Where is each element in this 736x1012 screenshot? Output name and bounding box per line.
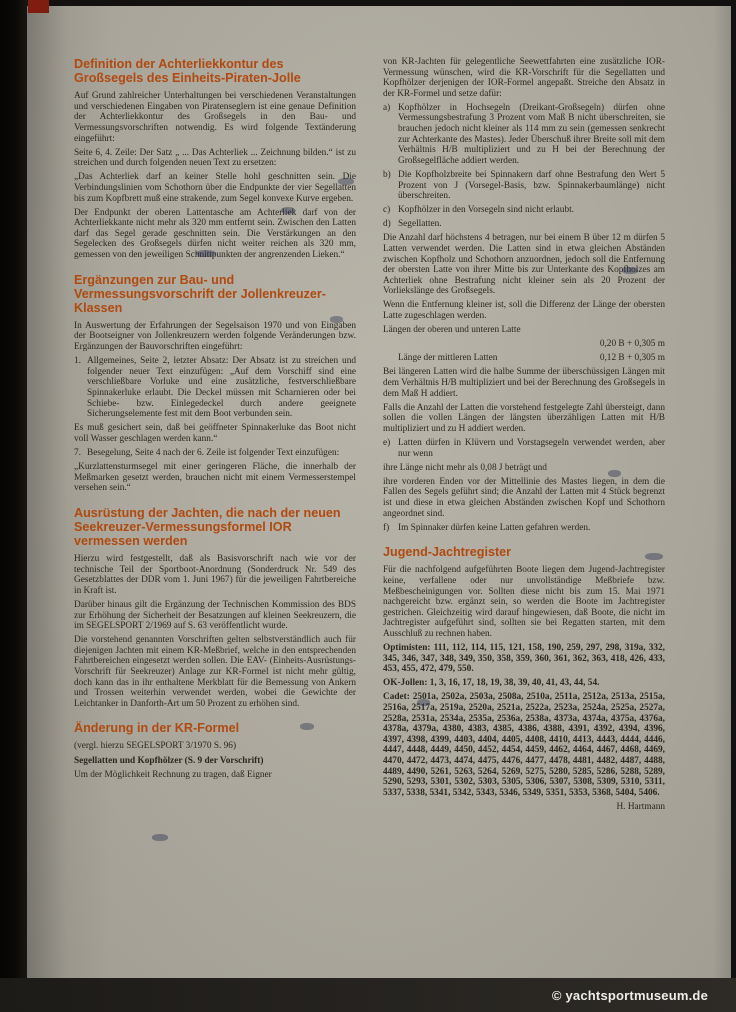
item-number: 1. <box>74 356 81 367</box>
lettered-item-a <box>383 103 665 167</box>
item-continuation: Es muß gesichert sein, daß bei geöffneter Spinnakerluke das Boot nicht voll Wasser geschlagen werden kann.“ <box>74 423 356 444</box>
item-number: 7. <box>74 447 81 458</box>
item-paragraph: Wenn die Entfernung kleiner ist, soll die Differenz der Länge der obersten Latte zugeschlagen werden. <box>383 300 665 322</box>
item-text: Kopfhölzer in Hochsegeln (Dreikant-Großsegeln) dürfen ohne Vermessungsbestrafung 3 Prozent vom Maß B nicht überschreiten, sie brauchen jedoch nicht kleiner als 114 mm zu sein (gemessen senkrecht zur Achterkante des Mastes). Jeder Überschuß ihrer Breite soll mit dem Verhältnis H/B multipliziert und zu H bei der Berechnung der Großsegelfläche addiert werden. <box>398 102 665 166</box>
paragraph: Um der Möglichkeit Rechnung zu tragen, daß Eigner <box>74 769 272 780</box>
paragraph: Hierzu wird festgestellt, daß als Basisvorschrift nach wie vor der technische Teil der Sportboot-Anordnung (Sonderdruck Nr. 549 des Gesetzblattes der DDR vom 1. Juni 1967) für die jeweiligen Fahrtbereiche in Kraft ist. <box>74 554 356 596</box>
item-letter: f) <box>383 522 390 533</box>
section-jugend-jachtregister <box>383 545 665 812</box>
formula-label: Länge der mittleren Latten <box>398 353 498 364</box>
lettered-item-d <box>383 219 665 230</box>
numbered-item <box>74 448 356 459</box>
item-text: Segellatten. <box>398 219 442 230</box>
quote-paragraph: „Das Achterliek darf an keiner Stelle hohl geschnitten sein. Die Verbindungslinien vom Schothorn über die Endpunkte der vier Segellatten bis zum Kopfbrett muß eine strakende, zum Segel konvexe Kurve ergeben. <box>74 172 356 204</box>
item-text: Die Kopfholzbreite bei Spinnakern darf ohne Bestrafung den Wert 5 Prozent von J (Vorsegel-Basis, bzw. Spinnakerbaumlänge) nicht überschreiten. <box>398 169 665 202</box>
item-letter: e) <box>383 438 391 448</box>
section-heading: Änderung in der KR-Formel <box>74 721 240 736</box>
book-spine-shadow <box>0 0 30 1012</box>
paragraph: Für die nachfolgend aufgeführten Boote liegen dem Jugend-Jachtregister keine, verfallene oder nur unvollständige Meßbriefe bzw. Meßbescheinigungen vor. Sollten diese nicht bis zum 15. Mai 1971 nachgereicht bzw. ergänzt sein, so werden die Boote im Jachtregister gestrichen. Gleichzeitig wird darauf hingewiesen, daß Boote, die nicht im Jachtregister aufgeführt sind, sollten sie bei Regatten starten, mit dem Ausschluß zu rechnen haben. <box>383 565 665 639</box>
formula-value: 0,20 B + 0,305 m <box>599 339 665 350</box>
bold-lead: Segellatten und Kopfhölzer (S. 9 der Vorschrift) <box>74 755 264 766</box>
left-column <box>74 57 356 998</box>
page-content <box>74 57 665 998</box>
item-paragraph: Die Anzahl darf höchstens 4 betragen, nur bei einem B über 12 m dürfen 5 Latten verwendet werden. Die Latten sind in etwa gleichen Abständen zwischen Kopfholz und Schothorn anzuordnen, jedoch soll die Entfernung der obersten Latte von ihrer Mitte bis zur Unterkante des Kopfholzes am Achterliek ohne Bestrafung nicht kleiner sein als 20 Prozent der Vorliekslänge des Großsegels. <box>383 233 665 297</box>
item-letter: c) <box>383 205 391 216</box>
paragraph: Darüber hinaus gilt die Ergänzung der Technischen Kommission des BDS zur Erhöhung der Sicherheit der Besatzungen auf kleinen Seekreuzern, die im SEGELSPORT 2/1969 auf S. 63 veröffentlicht wurde. <box>74 599 356 632</box>
paragraph: Auf Grund zahlreicher Unterhaltungen bei verschiedenen Veranstaltungen und verschiedenen Eingaben von Piratenseglern ist eine genaue Definition der Achterliekkontur des Großsegels in den Bau- und Vermessungsvorschriften notwendig. Es wird folgende Textänderung eingeführt: <box>74 91 356 144</box>
paragraph: Die vorstehend genannten Vorschriften gelten selbstverständlich auch für diejenigen Jachten mit einem KR-Meßbrief, welche in den entsprechenden Fahrtbereichen eingesetzt werden sollen. Die EAV- (Einheits-Ausrüstungs-Vorschrift für Seekreuzer) Anlage zur KR-Formel ist nicht mehr gültig, doch kann das in ihr enthaltene Merkblatt für die Bemessung von Ankern und Trossen weiterhin verwendet werden, wobei die Gewichte der Leichtanker in Danforth-Art um 50 Prozent zu erhöhen sind. <box>74 635 356 709</box>
register-class-label: OK-Jollen: <box>383 678 428 689</box>
section-ior-ausruestung <box>74 506 356 710</box>
register-line-cadet <box>383 692 665 798</box>
registration-mark <box>28 0 49 13</box>
scan-bottom-band <box>0 978 736 1012</box>
section-kr-formel-aenderung <box>74 721 356 780</box>
item-letter: d) <box>383 219 391 230</box>
sub-item: ihre Länge nicht mehr als 0,08 J beträgt und <box>383 462 547 473</box>
register-line-ok-jollen <box>383 678 665 689</box>
item-paragraph: Falls die Anzahl der Latten die vorstehend festgelegte Zahl übersteigt, dann sollen die vollen Längen der längsten überzähligen Latten mit H/B multipliziert und zu H addiert werden. <box>383 402 665 434</box>
item-text: Kopfhölzer in den Vorsegeln sind nicht erlaubt. <box>398 205 575 216</box>
lettered-item-c <box>383 205 665 216</box>
section-achterliek-definition <box>74 57 356 261</box>
watermark-text: © yachtsportmuseum.de <box>551 987 708 1003</box>
formula-row <box>398 353 665 364</box>
author-signature: H. Hartmann <box>616 801 665 812</box>
formula-label: Längen der oberen und unteren Latte <box>383 325 521 336</box>
item-letter: b) <box>383 169 391 180</box>
section-heading: Ausrüstung der Jachten, die nach der neuen Seekreuzer-Vermessungsformel IOR vermessen werden <box>74 505 341 548</box>
paragraph: Seite 6, 4. Zeile: Der Satz „ ... Das Achterliek ... Zeichnung bilden.“ ist zu streichen und durch folgenden neuen Text zu ersetzen: <box>74 147 356 169</box>
item-text: Besegelung, Seite 4 nach der 6. Zeile ist folgender Text einzufügen: <box>87 447 340 458</box>
formula-value: 0,12 B + 0,305 m <box>599 353 665 364</box>
right-column <box>383 57 665 998</box>
register-numbers: 2501a, 2502a, 2503a, 2508a, 2510a, 2511a, 2512a, 2513a, 2515a, 2516a, 2517a, 2519a, 2520a, 2521a, 2522a, 2523a, 2524a, 2525a, 2527a, 2528a, 2531a, 2534a, 2535a, 2536a, 2538a, 4373a, 4374a, 4375a, 4376a, 4378a, 4379a, 4380, 4383, 4385, 4386, 4388, 4391, 4392, 4394, 4396, 4397, 4398, 4399, 4403, 4404, 4405, 4408, 4410, 4413, 4443, 4444, 4446, 4447, 4448, 4449, 4450, 4452, 4454, 4459, 4462, 4464, 4467, 4468, 4469, 4470, 4472, 4473, 4474, 4475, 4476, 4477, 4478, 4481, 4482, 4487, 4488, 4489, 4490, 5261, 5263, 5264, 5269, 5275, 5280, 5285, 5286, 5288, 5289, 5290, 5293, 5301, 5302, 5303, 5305, 5306, 5307, 5308, 5309, 5310, 5311, 5337, 5338, 5341, 5342, 5343, 5346, 5349, 5351, 5353, 5368, 5404, 5406. <box>383 692 665 798</box>
item-letter: a) <box>383 102 391 113</box>
item-text: Allgemeines, Seite 2, letzter Absatz: Der Absatz ist zu streichen und folgender neuer Text einzufügen: „Auf dem Vorschiff sind eine verschließbare Vorluke und eine zusätzliche, festverschließbare Spinnakerluke erlaubt. Die Deckel müssen mit Scharnieren oder bei Schiebe- bzw. Einlegedeckel durch andere geeignete Sicherungselemente fest mit dem Boot verbunden sein. <box>87 356 356 420</box>
register-numbers: 111, 112, 114, 115, 121, 158, 190, 259, 297, 298, 319a, 332, 345, 346, 347, 348, 349, 350, 358, 359, 360, 361, 362, 363, 418, 426, 433, 453, 455, 472, 479, 550. <box>383 643 665 675</box>
section-heading: Jugend-Jachtregister <box>383 545 512 560</box>
section-heading: Definition der Achterliekkontur des Großsegels des Einheits-Piraten-Jolle <box>74 57 301 86</box>
item-text: Im Spinnaker dürfen keine Latten gefahren werden. <box>398 522 591 533</box>
numbered-item <box>74 356 356 420</box>
register-numbers: 1, 3, 16, 17, 18, 19, 38, 39, 40, 41, 43, 44, 54. <box>429 678 600 689</box>
reference-line: (vergl. hierzu SEGELSPORT 3/1970 S. 96) <box>74 741 237 752</box>
item-text: Latten dürfen in Klüvern und Vorstagsegeln verwendet werden, aber nur wenn <box>398 438 665 459</box>
continuation-paragraph: von KR-Jachten für gelegentliche Seewettfahrten eine zusätzliche IOR-Vermessung wünschen, wird die KR-Vorschrift für die Segellatten und Kopfhölzer derjenigen der IOR-Formel angepaßt. Streiche den Absatz in der KR-Formel und setze dafür: <box>383 57 665 99</box>
quote-paragraph: Der Endpunkt der oberen Lattentasche am Achterliek darf von der Achterliekkante nicht mehr als 320 mm entfernt sein. Zwischen den Latten darf das Segel gerade geschnitten sein. Die Verstärkungen an den Segelecken des Großsegels dürfen nicht weiter reichen als 320 mm, gemessen von den jeweiligen Schnittpunkten der angrenzenden Lieken.“ <box>74 207 356 260</box>
item-continuation: „Kurzlattensturmsegel mit einer geringeren Fläche, die innerhalb der Meßmarken gesetzt werden, brauchen nicht mit einem Vermesserstempel versehen sein.“ <box>74 462 356 494</box>
section-jollenkreuzer-ergaenzungen <box>74 273 356 494</box>
register-line-optimisten <box>383 643 665 675</box>
sub-item: ihre vorderen Enden vor der Mittellinie des Mastes liegen, in dem die Fallen des Segels geführt sind; die Anzahl der Latten mit 4 Stück begrenzt ist und diese in etwa gleichen Abständen zwischen Kopf und Schothorn angeordnet sind. <box>383 476 665 519</box>
paragraph: In Auswertung der Erfahrungen der Segelsaison 1970 und von Eingaben der Bootseigner von Jollenkreuzern werden folgende Veränderungen bzw. Ergänzungen der Bauvorschriften eingeführt: <box>74 320 356 353</box>
item-paragraph: Bei längeren Latten wird die halbe Summe der überschüssigen Längen mit dem Verhältnis H/B multipliziert und bei der Berechnung des Großsegels in dem Maß H addiert. <box>383 367 665 399</box>
lettered-item-f <box>383 523 665 534</box>
lettered-item-b <box>383 170 665 202</box>
section-heading: Ergänzungen zur Bau- und Vermessungsvorschrift der Jollenkreuzer-Klassen <box>74 272 326 315</box>
register-class-label: Optimisten: <box>383 643 431 653</box>
lettered-item-e <box>383 438 665 459</box>
register-class-label: Cadet: <box>383 692 410 703</box>
